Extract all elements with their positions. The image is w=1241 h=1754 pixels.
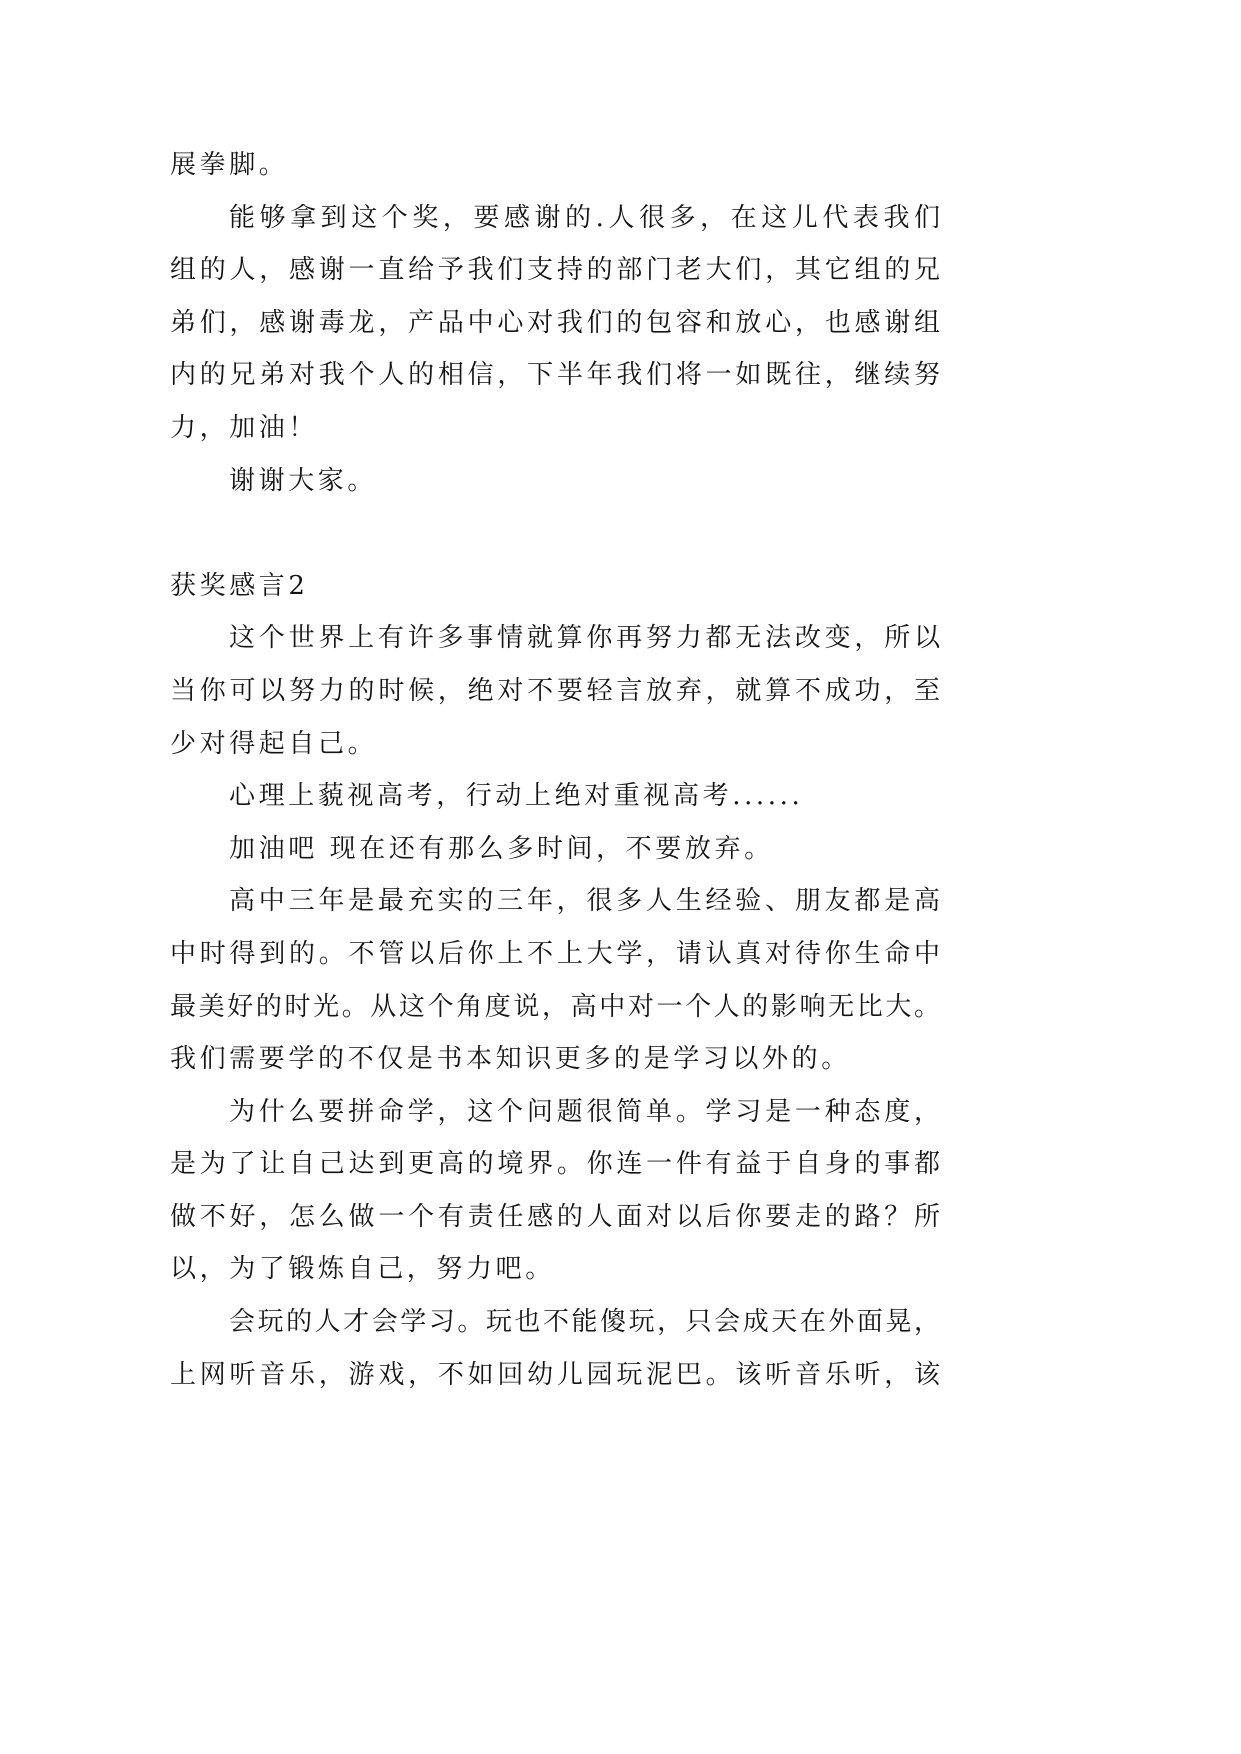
text-line: 弟们，感谢毒龙，产品中心对我们的包容和放心，也感谢组 [170,307,940,338]
text-line: 加油吧 现在还有那么多时间，不要放弃。 [229,833,774,864]
section-heading: 获奖感言2 [170,570,309,601]
text-line: 我们需要学的不仅是书本知识更多的是学习以外的。 [170,1044,851,1075]
text-line: 力，加油！ [170,412,319,443]
paragraph [170,823,940,876]
text-line: 做不好，怎么做一个有责任感的人面对以后你要走的路？所 [170,1201,940,1232]
text-line: 少对得起自己。 [170,728,378,759]
text-line: 最美好的时光。从这个角度说，高中对一个人的影响无比大。 [170,991,940,1022]
text-line: 是为了让自己达到更高的境界。你连一件有益于自身的事都 [170,1149,940,1180]
text-line: 当你可以努力的时候，绝对不要轻言放弃，就算不成功，至 [170,675,940,706]
text-line: 心理上藐视高考，行动上绝对重视高考...... [229,781,804,812]
text-line: 组的人，感谢一直给予我们支持的部门老大们，其它组的兄 [170,255,940,286]
text-line: 以，为了锻炼自己，努力吧。 [170,1254,555,1285]
text-line: 高中三年是最充实的三年，很多人生经验、朋友都是高 [229,886,940,917]
paragraph [170,770,940,823]
paragraph [170,1086,940,1296]
document-body [170,139,940,1401]
text-line: 展拳脚。 [170,150,289,180]
paragraph [170,139,940,192]
text-line: 中时得到的。不管以后你上不上大学，请认真对待你生命中 [170,938,940,969]
text-line: 为什么要拼命学，这个问题很简单。学习是一种态度， [229,1096,940,1127]
text-line: 会玩的人才会学习。玩也不能傻玩，只会成天在外面晃， [229,1307,940,1338]
text-line: 内的兄弟对我个人的相信，下半年我们将一如既往，继续努 [170,360,940,391]
text-line: 谢谢大家。 [229,465,378,496]
text-line: 能够拿到这个奖，要感谢的.人很多，在这儿代表我们 [229,202,940,233]
paragraph [170,612,940,770]
paragraph [170,1296,940,1401]
text-line: 上网听音乐，游戏，不如回幼儿园玩泥巴。该听音乐听，该 [170,1359,940,1390]
paragraph [170,455,940,508]
text-line: 这个世界上有许多事情就算你再努力都无法改变，所以 [229,623,940,654]
paragraph [170,875,940,1085]
paragraph [170,192,940,455]
